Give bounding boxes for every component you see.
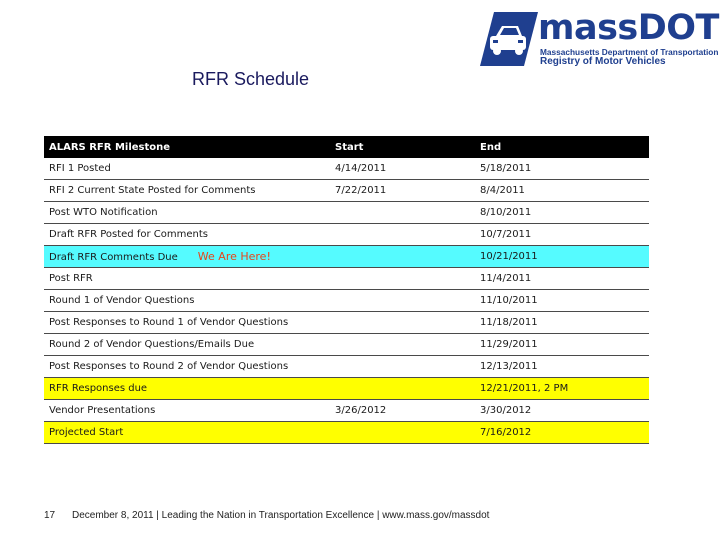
end-date-cell: 10/7/2011 [475, 224, 649, 246]
table-row [44, 312, 649, 334]
milestone-label: Post Responses to Round 1 of Vendor Questions [49, 317, 289, 328]
table-row [44, 180, 649, 202]
header-start: Start [330, 136, 475, 158]
logo-line1: Massachusetts Department of Transportation [540, 47, 719, 57]
end-date-cell: 10/21/2011 [475, 246, 649, 268]
page-number: 17 [44, 510, 56, 521]
header-end: End [475, 136, 649, 158]
end-date-cell: 7/16/2012 [475, 422, 649, 444]
milestone-label: RFI 2 Current State Posted for Comments [49, 185, 256, 196]
table-row [44, 356, 649, 378]
milestone-cell [44, 290, 330, 312]
milestone-cell [44, 268, 330, 290]
milestone-label: Vendor Presentations [49, 405, 156, 416]
milestone-cell [44, 158, 330, 180]
milestone-cell [44, 422, 330, 444]
footer-text: December 8, 2011 | Leading the Nation in Transportation Excellence | www.mass.gov/massdot [72, 510, 490, 521]
start-date-cell [330, 334, 475, 356]
milestone-label: Post Responses to Round 2 of Vendor Questions [49, 361, 289, 372]
start-date-cell [330, 224, 475, 246]
start-date-cell: 7/22/2011 [330, 180, 475, 202]
milestone-label: Draft RFR Posted for Comments [49, 229, 208, 240]
start-date-cell [330, 312, 475, 334]
end-date-cell: 8/10/2011 [475, 202, 649, 224]
table-row [44, 246, 649, 268]
milestone-label: RFR Responses due [49, 383, 148, 394]
milestone-label: Projected Start [49, 427, 124, 438]
milestone-cell [44, 246, 330, 268]
schedule-table [44, 136, 649, 444]
page-title: RFR Schedule [192, 69, 310, 89]
start-date-cell [330, 378, 475, 400]
table-row [44, 290, 649, 312]
milestone-cell [44, 334, 330, 356]
milestone-cell [44, 312, 330, 334]
table-row [44, 422, 649, 444]
end-date-cell: 11/18/2011 [475, 312, 649, 334]
massdot-logo [478, 8, 719, 68]
milestone-label: Post WTO Notification [49, 207, 158, 218]
start-date-cell [330, 246, 475, 268]
we-are-here-marker: We Are Here! [197, 250, 271, 263]
start-date-cell [330, 290, 475, 312]
table-row [44, 158, 649, 180]
table-row [44, 334, 649, 356]
milestone-label: Round 2 of Vendor Questions/Emails Due [49, 339, 255, 350]
start-date-cell [330, 202, 475, 224]
milestone-cell [44, 356, 330, 378]
milestone-label: Round 1 of Vendor Questions [49, 295, 195, 306]
milestone-cell [44, 378, 330, 400]
start-date-cell: 3/26/2012 [330, 400, 475, 422]
table-row [44, 224, 649, 246]
car-icon [480, 12, 538, 66]
end-date-cell: 12/21/2011, 2 PM [475, 378, 649, 400]
end-date-cell: 11/4/2011 [475, 268, 649, 290]
table-header-row [44, 136, 649, 158]
end-date-cell: 3/30/2012 [475, 400, 649, 422]
table-row [44, 202, 649, 224]
header-milestone: ALARS RFR Milestone [44, 136, 330, 158]
table-row [44, 378, 649, 400]
end-date-cell: 12/13/2011 [475, 356, 649, 378]
end-date-cell: 5/18/2011 [475, 158, 649, 180]
milestone-label: Post RFR [49, 273, 93, 284]
table-row [44, 400, 649, 422]
start-date-cell [330, 356, 475, 378]
milestone-label: RFI 1 Posted [49, 163, 111, 174]
start-date-cell [330, 422, 475, 444]
milestone-cell [44, 224, 330, 246]
table-row [44, 268, 649, 290]
milestone-cell [44, 202, 330, 224]
milestone-cell [44, 180, 330, 202]
logo-wordmark: massDOT [538, 8, 719, 48]
start-date-cell: 4/14/2011 [330, 158, 475, 180]
end-date-cell: 11/10/2011 [475, 290, 649, 312]
end-date-cell: 11/29/2011 [475, 334, 649, 356]
logo-line2: Registry of Motor Vehicles [540, 56, 666, 67]
milestone-cell [44, 400, 330, 422]
end-date-cell: 8/4/2011 [475, 180, 649, 202]
milestone-label: Draft RFR Comments Due [49, 252, 178, 263]
start-date-cell [330, 268, 475, 290]
